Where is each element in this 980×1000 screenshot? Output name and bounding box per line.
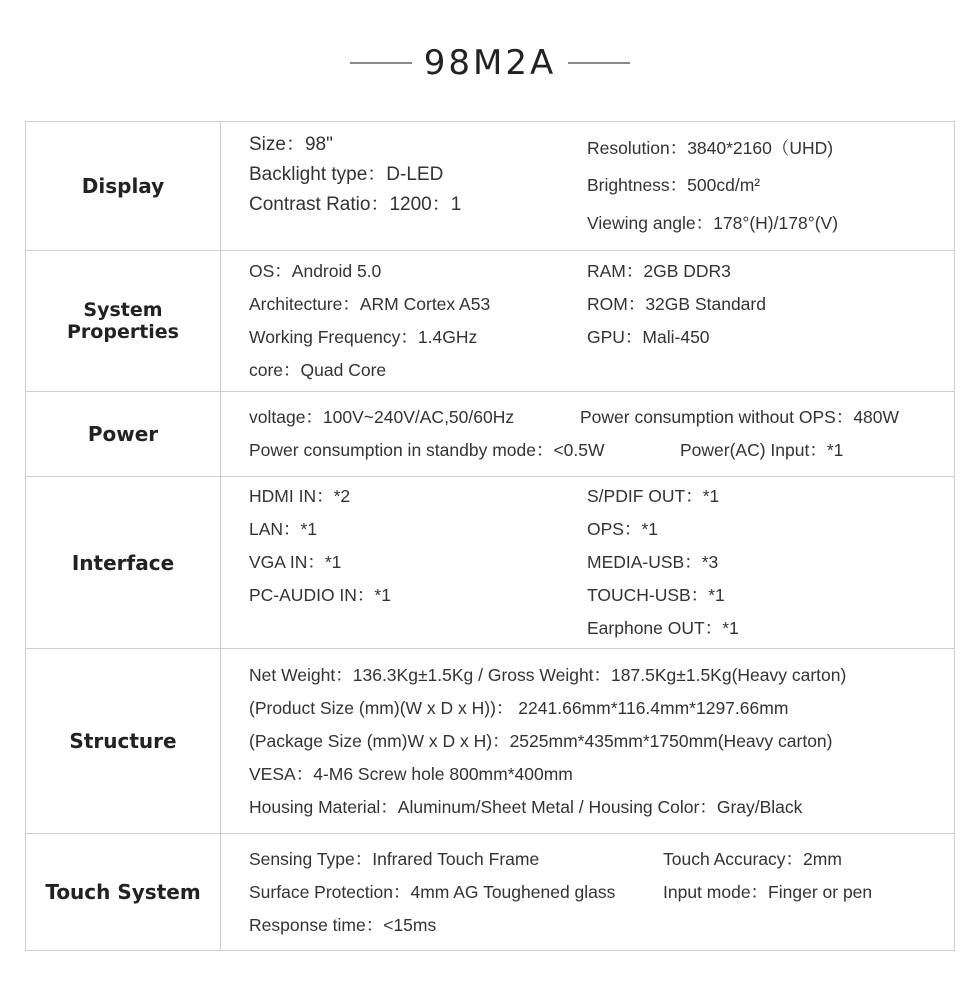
touch-surface-protection: Surface Protection：4mm AG Toughened glass [249,881,616,902]
system-architecture: Architecture：ARM Cortex A53 [249,294,491,314]
row-label-touch: Touch System [26,834,221,951]
touch-accuracy: Touch Accuracy：2mm [663,848,842,869]
power-consumption: Power consumption without OPS：480W [580,407,900,427]
system-core: core：Quad Core [249,360,387,380]
interface-ops: OPS：*1 [587,519,658,539]
power-content [221,392,955,477]
structure-content [221,649,955,834]
row-label-display: Display [26,122,221,251]
row-label-power: Power [26,392,221,477]
spec-table [25,121,955,951]
spec-row-system [26,251,955,392]
display-backlight: Backlight type：D-LED [249,163,444,185]
page-title: 98M2A [423,43,557,83]
spec-row-power [26,392,955,477]
display-brightness: Brightness：500cd/m² [587,175,761,196]
display-content [221,122,955,251]
spec-row-interface [26,477,955,649]
power-voltage: voltage：100V~240V/AC,50/60Hz [249,407,515,427]
spec-row-display [26,122,955,251]
structure-housing: Housing Material：Aluminum/Sheet Metal / Housing Color：Gray/Black [249,796,803,817]
interface-content [221,477,955,649]
interface-vga-in: VGA IN：*1 [249,552,342,572]
spec-row-structure [26,649,955,834]
touch-content [221,834,955,951]
power-ac-input: Power(AC) Input：*1 [680,440,844,460]
title-right-rule [568,62,630,64]
system-rom: ROM：32GB Standard [587,294,766,314]
system-content [221,251,955,392]
title-left-rule [350,62,412,64]
interface-touch-usb: TOUCH-USB：*1 [587,585,725,605]
system-frequency: Working Frequency：1.4GHz [249,327,478,347]
structure-product-size: (Product Size (mm)(W x D x H))： 2241.66mm*116.4mm*1297.66mm [249,697,789,718]
structure-weight: Net Weight：136.3Kg±1.5Kg / Gross Weight：187.5Kg±1.5Kg(Heavy carton) [249,664,847,685]
display-size: Size：98" [249,133,333,155]
structure-vesa: VESA：4-M6 Screw hole 800mm*400mm [249,763,573,784]
page-header [0,40,980,86]
display-contrast: Contrast Ratio：1200：1 [249,193,462,215]
interface-lan: LAN：*1 [249,519,318,539]
interface-media-usb: MEDIA-USB：*3 [587,552,719,572]
system-ram: RAM：2GB DDR3 [587,261,731,281]
interface-pc-audio-in: PC-AUDIO IN：*1 [249,585,391,605]
system-gpu: GPU：Mali-450 [587,327,710,347]
power-standby: Power consumption in standby mode：<0.5W [249,440,605,460]
display-viewing-angle: Viewing angle：178°(H)/178°(V) [587,212,839,233]
row-label-system: System Properties [26,251,221,392]
row-label-structure: Structure [26,649,221,834]
spec-row-touch [26,834,955,951]
touch-input-mode: Input mode：Finger or pen [663,881,873,902]
touch-sensing-type: Sensing Type：Infrared Touch Frame [249,848,540,869]
touch-response-time: Response time：<15ms [249,914,437,935]
interface-earphone-out: Earphone OUT：*1 [587,618,739,638]
interface-hdmi-in: HDMI IN：*2 [249,486,351,506]
display-resolution: Resolution：3840*2160（UHD) [587,137,834,158]
interface-spdif-out: S/PDIF OUT：*1 [587,486,720,506]
system-os: OS：Android 5.0 [249,261,382,281]
structure-package-size: (Package Size (mm)W x D x H)：2525mm*435mm*1750mm(Heavy carton) [249,730,833,751]
row-label-interface: Interface [26,477,221,649]
